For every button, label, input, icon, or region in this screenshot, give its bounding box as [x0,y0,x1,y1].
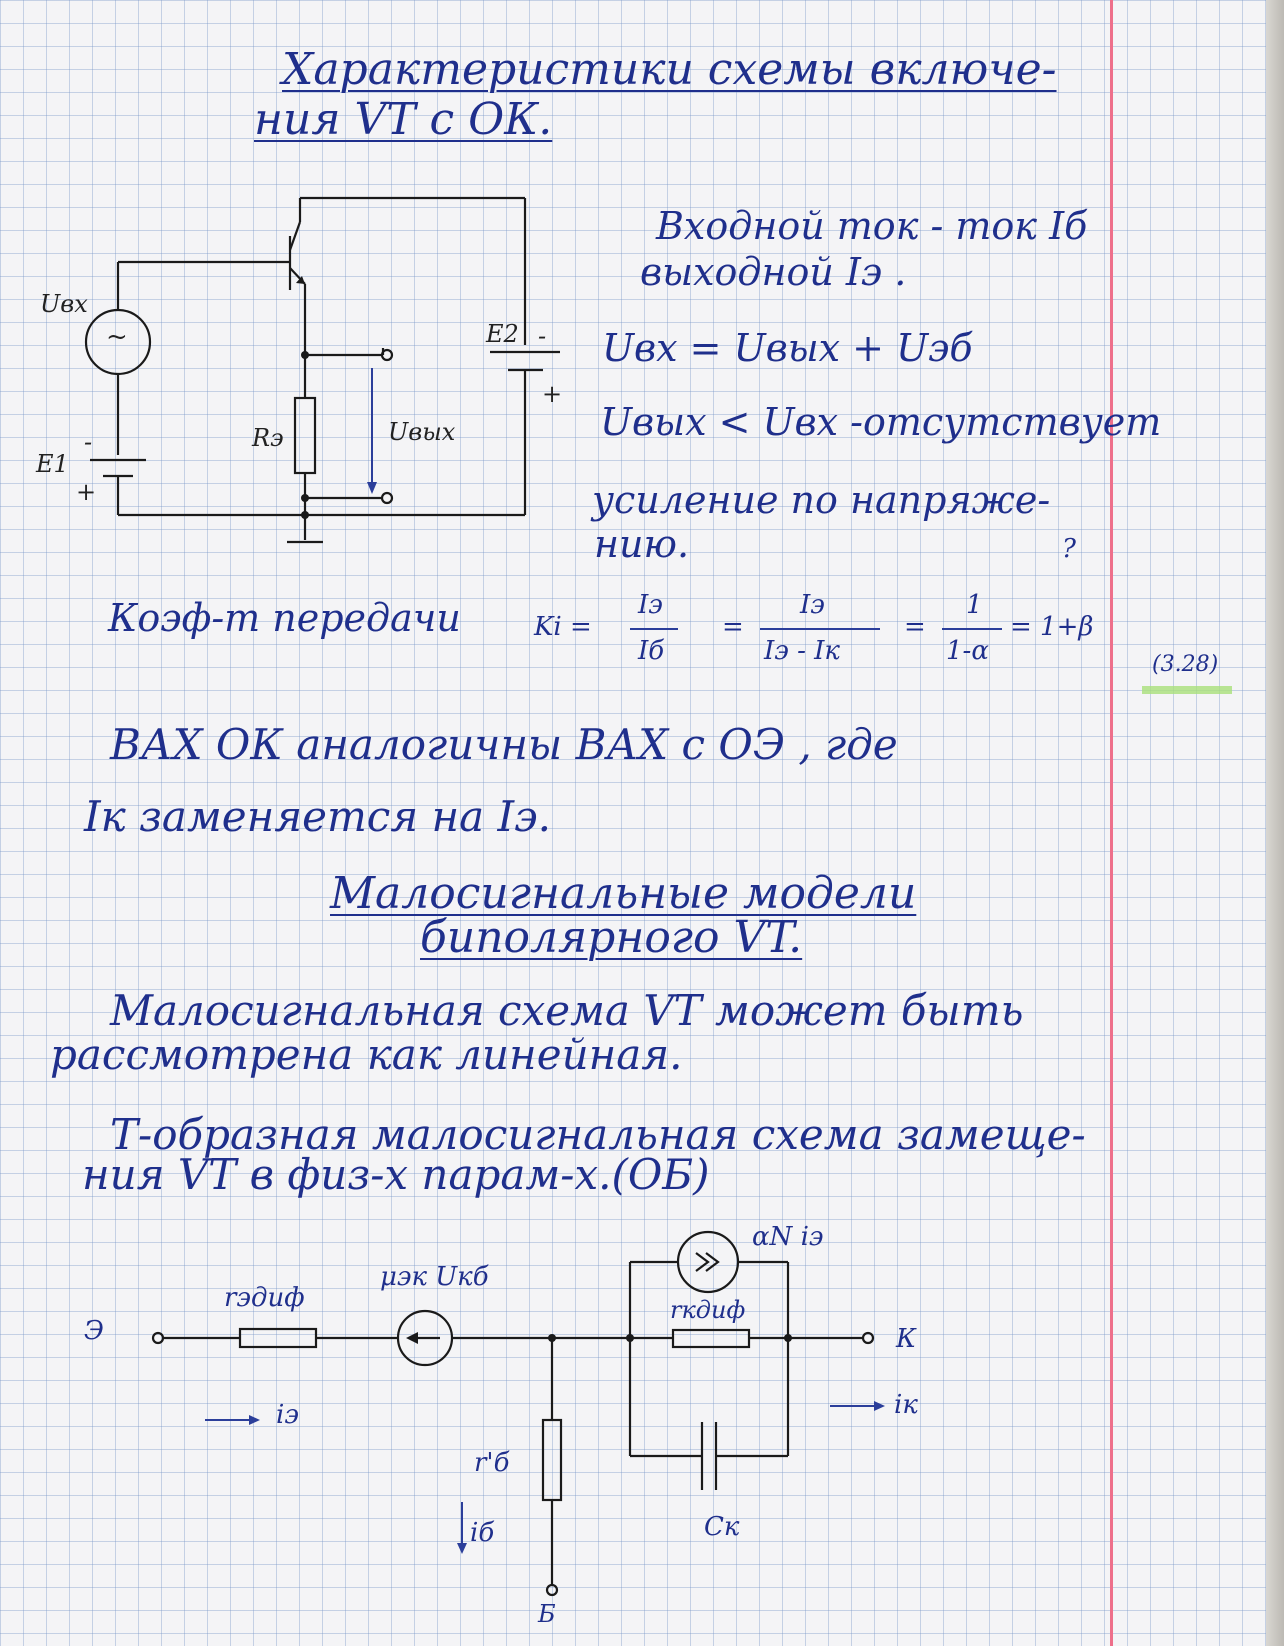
output-terminal-bottom [382,493,392,503]
re-dif-label: rэдиф [224,1283,305,1313]
re-dif-resistor [240,1329,316,1347]
rb-label: r'б [474,1448,510,1478]
eq-num1: Iэ [638,590,663,620]
vax-line2: Iк заменяется на Iэ. [84,792,552,841]
section2-title-line2: биполярного VT. [420,912,803,963]
section1-title-line2: ния VT с ОК. [254,94,553,145]
ib-label: iб [470,1518,495,1548]
node-b-label: Б [538,1600,556,1628]
eq-tail: = 1+β [1010,612,1094,642]
rk-dif-label: rкдиф [670,1296,746,1324]
e2-plus: + [542,380,563,408]
coef-label: Коэф-т передачи [108,596,461,640]
highlight-mark [1142,686,1232,694]
re-resistor [295,398,315,473]
ck-label: Cк [704,1512,740,1542]
para1-line2: рассмотрена как линейная. [50,1030,683,1079]
node-e-label: Э [84,1316,104,1346]
eq-ki: Ki = [534,612,592,642]
eq-equals2: = [904,612,926,642]
ie-label: iэ [276,1400,299,1430]
e2-minus: - [538,322,547,350]
terminal-e [153,1333,163,1343]
no-gain-line3: нию. [594,522,690,566]
e1-minus: - [84,428,93,456]
ac-symbol: ~ [106,322,128,352]
eq-den2: Iэ - Iк [764,636,840,666]
re-label: Rэ [252,424,284,452]
terminal-k [863,1333,873,1343]
rk-dif-resistor [673,1330,749,1347]
voltage-equation: Uвх = Uвых + Uэб [602,326,973,370]
input-current-line2: выходной Iэ . [640,250,907,294]
question-mark: ? [1062,534,1076,564]
eq-equals1: = [722,612,744,642]
para2-line2: ния VT в физ-х парам-х.(ОБ) [82,1150,710,1199]
rb-resistor [543,1420,561,1500]
no-gain-line1: Uвых < Uвх -отсутствует [600,400,1162,444]
para2-line1: Т-образная малосигнальная схема замеще- [110,1110,1086,1159]
eq-reference: (3.28) [1152,652,1219,677]
section1-title-line1: Характеристики схемы включе- [282,44,1057,95]
eq-num2: Iэ [800,590,825,620]
eq-den3: 1-α [946,636,989,666]
alpha-source-label: αN iэ [752,1222,824,1252]
input-current-line1: Входной ток - ток Iб [656,204,1088,248]
vax-line1: ВАХ ОК аналогичны ВАХ с ОЭ , где [110,720,898,769]
eq-den1: Iб [638,636,665,666]
e2-label: E2 [486,320,519,348]
no-gain-line2: усиление по напряже- [592,478,1051,522]
eq-num3: 1 [966,590,983,620]
uin-label: Uвх [40,290,88,318]
e1-label: E1 [36,450,69,478]
node-k-label: К [896,1324,917,1354]
ik-label: iк [894,1390,918,1420]
para1-line1: Малосигнальная схема VT может быть [110,986,1024,1035]
section2-title-line1: Малосигнальные модели [330,868,917,919]
terminal-b [547,1585,557,1595]
uout-label: Uвых [388,418,456,446]
mu-source-label: μэк Uкб [380,1262,489,1292]
e1-plus: + [76,478,97,506]
